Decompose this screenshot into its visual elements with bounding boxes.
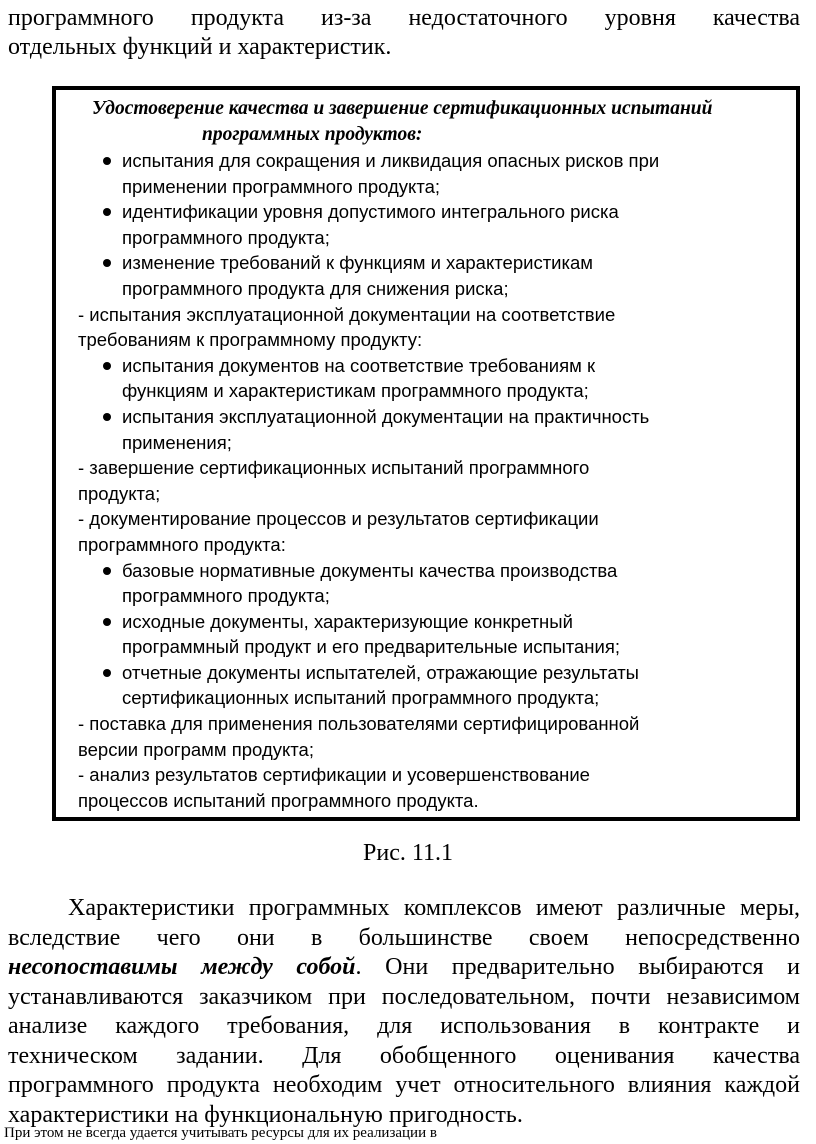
text-line: устанавливаются заказчиком при последовательном, почти независимом: [8, 983, 800, 1010]
bullet-icon: [103, 362, 111, 370]
dash-item-line: продукта;: [78, 482, 161, 504]
text-line: отдельных функций и характеристик.: [8, 34, 392, 60]
heading-line: Удостоверение качества и завершение сертификационных испытаний: [92, 98, 713, 119]
text-line: техническом задании. Для обобщенного оценивания качества: [8, 1042, 800, 1069]
text-line: анализе каждого требования, для использования в контракте и: [8, 1013, 800, 1039]
text-line: характеристики на функциональную пригодность.: [8, 1101, 523, 1128]
bullet-icon: [103, 413, 111, 421]
dash-item: [78, 506, 718, 557]
text-line: [8, 953, 800, 983]
figure-heading: [78, 96, 718, 148]
list-item: [78, 660, 718, 711]
bullet-icon: [103, 618, 111, 626]
dash-item-line: процессов испытаний программного продукта.: [78, 789, 479, 811]
list-item-line: базовые нормативные документы качества производства: [122, 559, 618, 581]
list-item-line: сертификационных испытаний программного продукта;: [122, 687, 600, 709]
dash-item-line: - испытания эксплуатационной документации на соответствие: [78, 303, 616, 325]
list-item-line: исходные документы, характеризующие конкретный: [122, 610, 573, 632]
dash-item: [78, 302, 718, 353]
intro-paragraph: [8, 4, 800, 62]
list-item-line: программного продукта;: [122, 226, 330, 248]
list-item-line: изменение требований к функциям и характеристикам: [122, 252, 594, 274]
bullet-icon: [103, 669, 111, 677]
list-item-line: испытания документов на соответствие требованиям к: [122, 354, 596, 376]
list-item-line: отчетные документы испытателей, отражающие результаты: [122, 661, 639, 683]
list-item-line: испытания для сокращения и ликвидация опасных рисков при: [122, 150, 660, 171]
dash-item: [78, 711, 718, 762]
dash-item-line: - документирование процессов и результатов сертификации: [78, 508, 599, 530]
list-item: [78, 199, 718, 250]
list-item: [78, 148, 718, 199]
bullet-icon: [103, 567, 111, 575]
list-item: [78, 250, 718, 301]
list-item: [78, 609, 718, 660]
list-item: [78, 558, 718, 609]
bullet-icon: [103, 157, 111, 165]
text-line: программного продукта из-за недостаточного уровня качества: [8, 5, 800, 31]
figure-caption: Рис. 11.1: [363, 840, 453, 866]
dash-item-line: требованиям к программному продукту:: [78, 329, 423, 351]
list-item-line: программный продукт и его предварительные испытания;: [122, 636, 621, 658]
list-item: [78, 404, 718, 455]
dash-item: [78, 455, 718, 506]
list-item-line: программного продукта для снижения риска;: [122, 277, 509, 299]
dash-item-line: версии программ продукта;: [78, 738, 314, 760]
text-fragment: . Они предварительно выбираются и: [355, 954, 801, 980]
text-line: программного продукта необходим учет относительного влияния каждой: [8, 1072, 800, 1098]
list-item-line: идентификации уровня допустимого интегрального риска: [122, 201, 619, 223]
list-item-line: программного продукта;: [122, 585, 330, 607]
list-item-line: испытания эксплуатационной документации на практичность: [122, 405, 650, 427]
body-paragraph: [8, 894, 800, 1130]
dash-item-line: - анализ результатов сертификации и усовершенствование: [78, 764, 590, 786]
figure-content: [78, 96, 718, 813]
text-line: вследствие чего они в большинстве своем непосредственно: [8, 924, 800, 951]
text-line: Характеристики программных комплексов имеют различные меры,: [68, 895, 800, 921]
list-item-line: применении программного продукта;: [122, 175, 441, 197]
footer-text: При этом не всегда удается учитывать ресурсы для их реализации в: [4, 1125, 437, 1141]
list-item: [78, 353, 718, 404]
heading-line: программных продуктов:: [202, 124, 423, 145]
dash-item-line: - поставка для применения пользователями сертифицированной: [78, 713, 640, 735]
bullet-icon: [103, 259, 111, 267]
dash-item-line: программного продукта:: [78, 533, 286, 555]
dash-item-line: - завершение сертификационных испытаний программного: [78, 457, 590, 479]
dash-item: [78, 762, 718, 813]
emphasis-text: несопоставимы между собой: [8, 954, 356, 980]
list-item-line: применения;: [122, 431, 232, 453]
bullet-icon: [103, 208, 111, 216]
list-item-line: функциям и характеристикам программного продукта;: [122, 380, 589, 402]
